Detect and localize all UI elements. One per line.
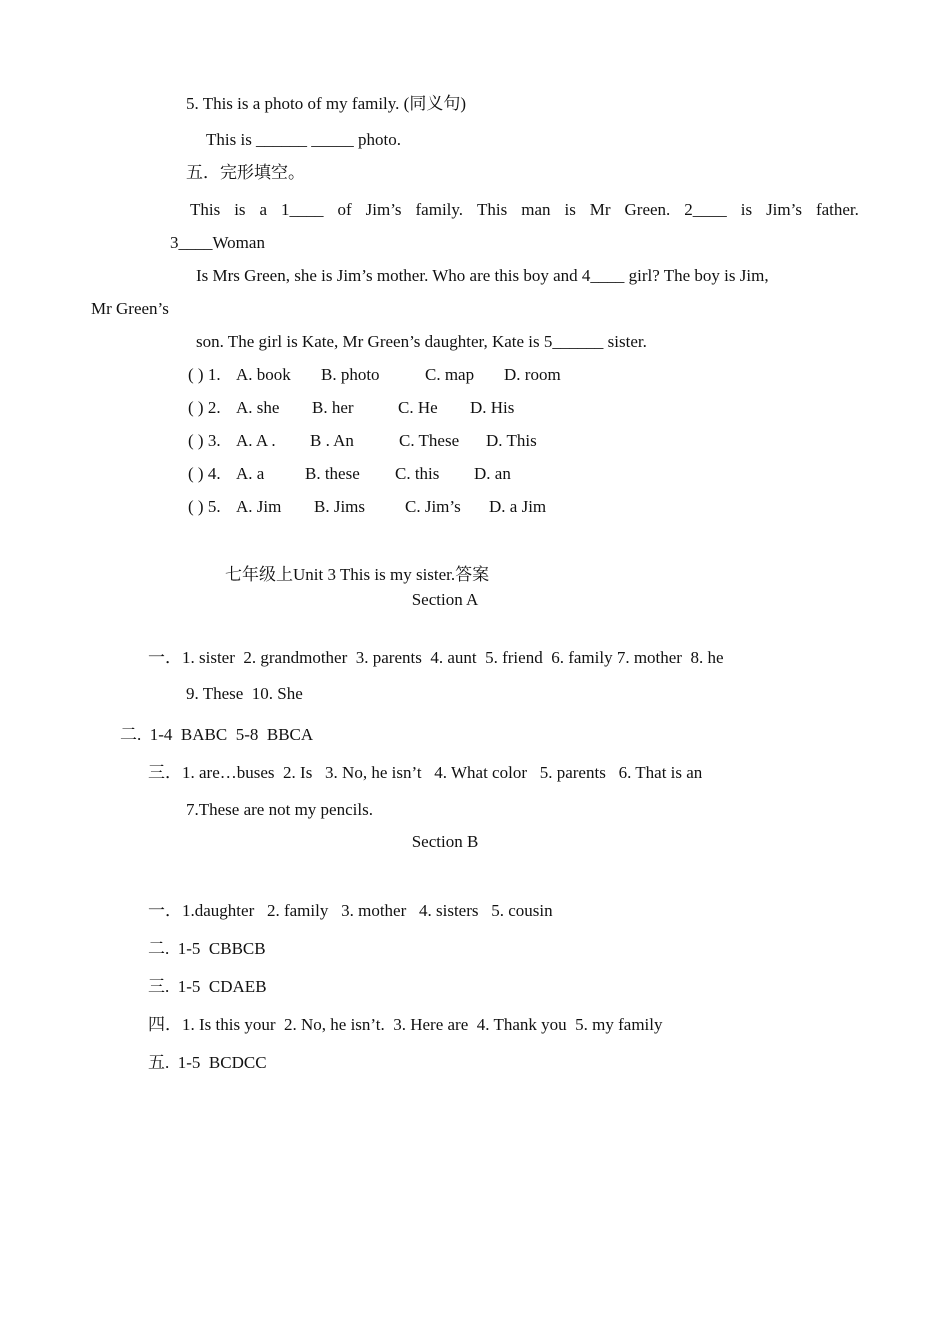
choice-option-a: A. a — [236, 464, 265, 483]
choice-option-c: C. map — [425, 365, 475, 384]
section-b-part-3: 三. 1-5 CDAEB — [148, 977, 267, 996]
section-b-part-4: 四．1. Is this your 2. No, he isn’t. 3. Here are 4. Thank you 5. my family — [148, 1015, 663, 1034]
passage-line-5: son. The girl is Kate, Mr Green’s daughter, Kate is 5______ sister. — [196, 332, 647, 351]
choice-option-b: B. photo — [321, 365, 380, 384]
passage-word: Jim’s — [365, 200, 402, 219]
passage-word: father. — [815, 200, 859, 219]
passage-word: This — [190, 200, 221, 219]
passage-word: Mr — [589, 200, 611, 219]
question-5-prompt: 5. This is a photo of my family. (同义句) — [186, 94, 467, 113]
section-a-part-3-line-2: 7.These are not my pencils. — [186, 800, 373, 819]
choice-option-a: A. Jim — [236, 497, 282, 516]
section-b-part-2: 二. 1-5 CBBCB — [148, 939, 266, 958]
choice-option-d: D. an — [474, 464, 511, 483]
section-b-part-1: 一．1.daughter 2. family 3. mother 4. sisters 5. cousin — [148, 901, 553, 920]
choice-option-a: A. A . — [236, 431, 276, 450]
section-b-heading: Section B — [411, 832, 479, 851]
section-a-part-1-line-2: 9. These 10. She — [186, 684, 303, 703]
section-b-part-5: 五. 1-5 BCDCC — [148, 1053, 267, 1072]
section-a-heading: Section A — [411, 590, 479, 609]
choice-option-a: A. book — [236, 365, 291, 384]
passage-word: Green. — [624, 200, 671, 219]
choice-number: ( ) 1. — [188, 365, 221, 384]
choice-option-b: B. Jims — [314, 497, 366, 516]
choice-number: ( ) 4. — [188, 464, 221, 483]
passage-word: This — [477, 200, 508, 219]
choice-option-d: D. His — [470, 398, 515, 417]
passage-word: a — [259, 200, 268, 219]
choice-option-d: D. This — [486, 431, 537, 450]
passage-line-4: Mr Green’s — [91, 299, 169, 318]
passage-word: is — [740, 200, 753, 219]
section-a-part-2: 二. 1-4 BABC 5-8 BBCA — [120, 725, 314, 744]
cloze-heading: 五．完形填空。 — [186, 163, 305, 182]
passage-word: 1____ — [281, 200, 324, 219]
passage-word: is — [564, 200, 576, 219]
question-5-answer-line: This is ______ _____ photo. — [206, 130, 402, 149]
passage-word: is — [234, 200, 246, 219]
section-a-part-3-line-1: 三．1. are…buses 2. Is 3. No, he isn’t 4. What color 5. parents 6. That is an — [148, 763, 703, 782]
choice-option-b: B. these — [305, 464, 360, 483]
choice-option-c: C. Jim’s — [405, 497, 461, 516]
choice-option-c: C. He — [398, 398, 438, 417]
passage-line-1 — [190, 200, 859, 220]
passage-word: of — [337, 200, 352, 219]
passage-word: 2____ — [684, 200, 727, 219]
answer-key-title: 七年级上Unit 3 This is my sister.答案 — [225, 565, 490, 584]
choice-number: ( ) 3. — [188, 431, 221, 450]
passage-line-2: 3____Woman — [170, 233, 265, 252]
passage-word: family. — [415, 200, 464, 219]
choice-option-d: D. a Jim — [489, 497, 547, 516]
choice-option-c: C. this — [395, 464, 440, 483]
choice-number: ( ) 5. — [188, 497, 221, 516]
passage-word: man — [521, 200, 551, 219]
choice-option-b: B. her — [312, 398, 354, 417]
choice-option-c: C. These — [399, 431, 460, 450]
choice-option-a: A. she — [236, 398, 280, 417]
section-a-part-1-line-1: 一．1. sister 2. grandmother 3. parents 4. aunt 5. friend 6. family 7. mother 8. he — [148, 648, 724, 667]
choice-option-d: D. room — [504, 365, 561, 384]
passage-word: Jim’s — [766, 200, 802, 219]
passage-line-3: Is Mrs Green, she is Jim’s mother. Who are this boy and 4____ girl? The boy is Jim, — [196, 266, 769, 285]
choice-number: ( ) 2. — [188, 398, 221, 417]
choice-option-b: B . An — [310, 431, 354, 450]
